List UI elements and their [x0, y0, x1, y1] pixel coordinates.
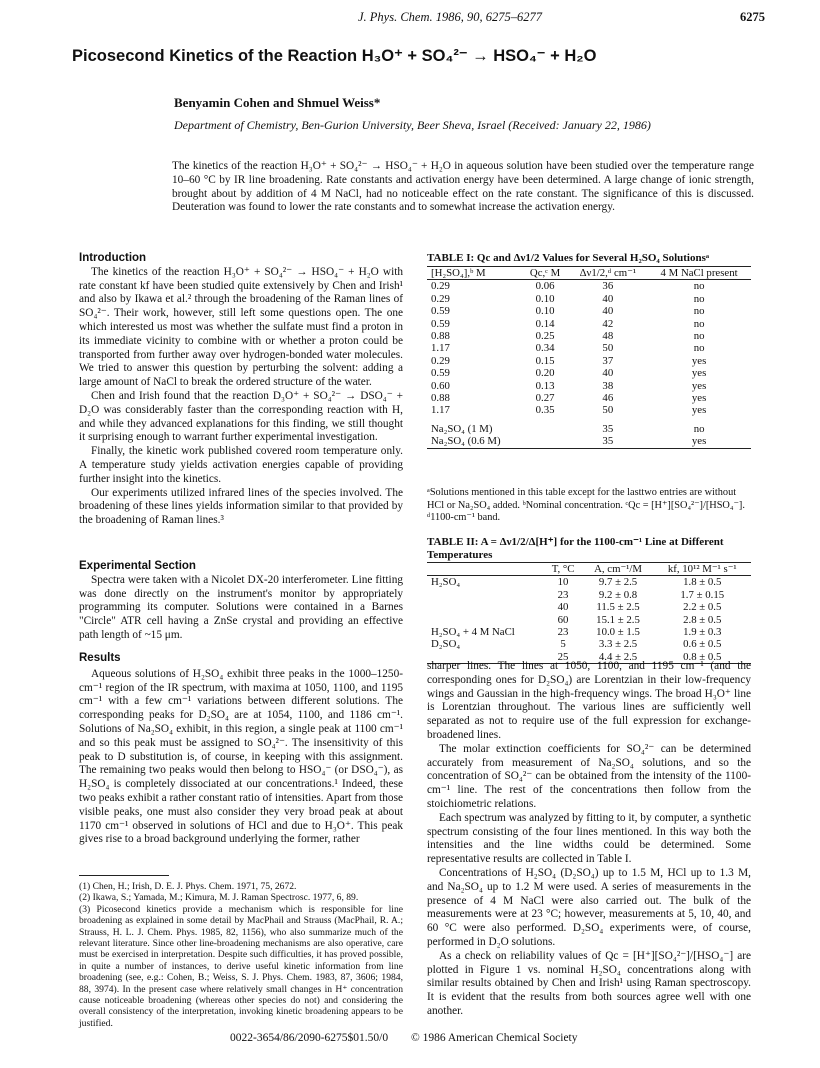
table-cell: 11.5 ± 2.5	[596, 601, 640, 614]
table-cell: 0.8 ± 0.5	[683, 650, 722, 663]
table-cell: 0.29	[431, 292, 450, 305]
paper-title: Picosecond Kinetics of the Reaction H₃O⁺ + SO₄²⁻ → HSO₄⁻ + H₂O	[72, 47, 597, 65]
table-cell	[522, 423, 569, 435]
table-row	[427, 355, 751, 367]
table-cell: 2.8 ± 0.5	[683, 613, 722, 626]
table-row	[427, 293, 751, 305]
table-header: T, °C	[551, 563, 575, 575]
table-cell: no	[693, 305, 705, 318]
section-heading: Experimental Section	[79, 560, 196, 572]
table-row	[427, 626, 751, 638]
table-cell: 1.9 ± 0.3	[683, 626, 722, 639]
table-row	[427, 330, 751, 342]
table-cell: 0.29	[431, 354, 450, 367]
table-header	[427, 563, 544, 576]
table-cell: 0.88	[431, 392, 450, 405]
introduction-section	[79, 252, 403, 528]
table-row	[427, 392, 751, 404]
table-cell	[427, 589, 544, 601]
table-cell	[427, 601, 544, 613]
table-row	[427, 280, 751, 293]
table-cell: 0.29	[431, 280, 450, 293]
table-row	[427, 589, 751, 601]
table2-caption: TABLE II: A = Δν1/2/Δ[H⁺] for the 1100-cm⁻¹ Line at Different Temperatures	[427, 536, 724, 561]
table-cell: 9.7 ± 2.5	[598, 576, 638, 589]
table-row	[427, 404, 751, 416]
table-cell: 0.60	[431, 379, 450, 392]
reference-item: (2) Ikawa, S.; Yamada, M.; Kimura, M. J. Raman Spectrosc. 1977, 6, 89.	[79, 892, 359, 904]
table-cell: 5	[560, 638, 566, 651]
table1-caption: TABLE I: Qc and Δν1/2 Values for Several H₂SO₄ Solutionsᵃ	[427, 252, 710, 264]
table-cell: 46	[602, 392, 614, 405]
table-header: 4 M NaCl present	[660, 267, 738, 279]
table-cell: 4.4 ± 2.5	[598, 650, 638, 663]
table-cell: 1.17	[431, 342, 450, 355]
paragraph: Finally, the kinetic work published covered room temperature only. A temperature study yields activation energies capable of providing further insight into the kinetics.	[79, 445, 403, 485]
table-cell: 0.88	[431, 330, 450, 343]
table-cell: 35	[602, 435, 614, 448]
paragraph: sharper lines. The lines at 1050, 1100, and 1195 cm⁻¹ (and the corresponding ones for D₂SO₄) are Lorentzian in their low-frequency wings and Gaussian in the high-frequency wings. The broad H₃O⁺ line is Lorentzian throughout. The various lines are sufficiently well separated as not to require use of the full expression for exchange-broadened lines.	[427, 660, 751, 741]
table-cell: 2.2 ± 0.5	[683, 601, 722, 614]
table1-footnote: ᵃSolutions mentioned in this table except for the lasttwo entries are without HCl or Na₂SO₄ added. ᵇNominal concentration. ᶜQc = [H⁺][SO₄²⁻]/[HSO₄⁻]. ᵈ1100-cm⁻¹ band.	[427, 487, 745, 523]
reference-item: (3) Picosecond kinetics provide a mechanism which is responsible for line broadening as explained in some detail by MacPhail and Strauss (MacPhail, R. A.; Strauss, H. L. J. Chem. Phys. 1985, 82, 1156), who also summarize much of the relevant literature. Since other line-broadening mechanisms are also operative, care must be exercised in interpretation. Despite such difficulties, it has proved possible, in quite a number of instances, to derive useful kinetic information from line broadening (see, e.g.: Cohen, B.; Weiss, S. J. Phys. Chem. 1983, 87, 3606; 1984, 88, 3974). In the present case where relatively small changes in H⁺ concentration cause noticeable broadening (whereas other species do not) and considering the overall consistency of the interpretation, invoking kinetic broadening appears to be justified.	[79, 903, 403, 1029]
table-cell: Na₂SO₄ (0.6 M)	[431, 435, 501, 448]
table2	[427, 562, 751, 664]
table-cell: 3.3 ± 2.5	[598, 638, 638, 651]
table-cell: H₂SO₄	[431, 576, 461, 589]
table-row	[427, 342, 751, 354]
paragraph: Spectra were taken with a Nicolet DX-20 interferometer. Line fitting was done directly on the instrument's monitor by appropriately programming its computer. Solutions were contained in a Barnes "Circle" ATR cell having a ZnSe crystal and providing an effective path length of ~15 μm.	[79, 573, 403, 641]
table-cell: yes	[691, 354, 707, 367]
table-cell: 38	[602, 379, 614, 392]
table-cell: 40	[557, 601, 569, 614]
abstract: The kinetics of the reaction H₃O⁺ + SO₄²⁻ → HSO₄⁻ + H₂O in aqueous solution have been studied over the temperature range 10–60 °C by IR line broadening. Rate constants and activation energy have been determined. A large change of ionic strength, brought about by addition of 4 M NaCl, had no noticeable effect on the rate constant. The significance of this is discussed. Deuteration was found to lower the rate constants and to somewhat increase the activation energy.	[172, 160, 754, 214]
table-header: Δν1/2,ᵈ cm⁻¹	[579, 267, 637, 279]
table-cell: 36	[602, 280, 614, 293]
table-cell: yes	[691, 367, 707, 380]
table-cell: 1.17	[431, 404, 450, 417]
table-row	[427, 435, 751, 448]
table-cell: 0.34	[535, 342, 555, 355]
table-cell: no	[693, 342, 705, 355]
table-cell: 23	[557, 588, 569, 601]
table-header: A, cm⁻¹/M	[594, 563, 642, 575]
table-cell: no	[693, 292, 705, 305]
authors: Benyamin Cohen and Shmuel Weiss*	[174, 95, 381, 110]
footnote-divider	[79, 875, 169, 876]
paragraph: The kinetics of the reaction H₃O⁺ + SO₄²⁻ → HSO₄⁻ + H₂O with rate constant kf have been studied quite extensively by Chen and Irish¹ and also by Ikawa et al.² through the broadening of the Raman lines of SO₄²⁻. Their work, however, still left some questions open. The one which interested us most was whether the sulfate must find a proton in its immediate vicinity to combine with or whether a proton could be transported from further away over hydrogen-bonded water molecules. We tried to answer this question by perturbing the solvent: adding a large amount of NaCl to break the ordered structure of the water.	[79, 265, 403, 389]
table-row	[427, 601, 751, 613]
footer-copyright: © 1986 American Chemical Society	[411, 1032, 578, 1044]
table-cell: 0.15	[535, 354, 555, 367]
table-header: kf, 10¹² M⁻¹ s⁻¹	[667, 563, 737, 575]
table-cell	[522, 435, 569, 448]
table-row	[427, 305, 751, 317]
table-header: Qc,ᶜ M	[529, 267, 561, 279]
table-cell: 50	[602, 404, 614, 417]
table-cell: no	[693, 330, 705, 343]
right-column-text	[427, 660, 751, 1019]
section-heading: Introduction	[79, 252, 147, 264]
table-cell: 0.59	[431, 305, 450, 318]
table-row	[427, 576, 751, 589]
affiliation: Department of Chemistry, Ben-Gurion University, Beer Sheva, Israel (Received: January 22, 1986)	[174, 118, 651, 132]
table-cell: 0.06	[535, 280, 555, 293]
page-number: 6275	[740, 10, 765, 24]
table-cell: 0.14	[535, 317, 555, 330]
section-heading: Results	[79, 652, 121, 664]
table-cell: Na₂SO₄ (1 M)	[431, 422, 493, 435]
table-cell: 0.6 ± 0.5	[683, 638, 722, 651]
table-cell: 23	[557, 626, 569, 639]
table-cell	[427, 614, 544, 626]
table-cell: 0.10	[535, 292, 555, 305]
references	[79, 881, 403, 1029]
results-section	[79, 652, 403, 847]
table-cell: 25	[557, 650, 569, 663]
table-cell: yes	[691, 379, 707, 392]
table-header: [H₂SO₄],ᵇ M	[431, 267, 486, 279]
table-cell: 60	[557, 613, 569, 626]
table-cell: yes	[691, 435, 707, 448]
table-row	[427, 638, 751, 650]
table-cell: 0.59	[431, 367, 450, 380]
table-cell: no	[693, 422, 705, 435]
table-cell: 40	[602, 367, 614, 380]
table-cell: 10.0 ± 1.5	[596, 626, 640, 639]
table-row	[427, 380, 751, 392]
table-cell: 9.2 ± 0.8	[598, 588, 638, 601]
table-cell: yes	[691, 404, 707, 417]
paragraph: Chen and Irish found that the reaction D₃O⁺ + SO₄²⁻ → DSO₄⁻ + D₂O was considerably faster than the corresponding reaction with H, and while they advanced explanations for this finding, we still thought it surprising enough to warrant further experimental investigation.	[79, 389, 403, 444]
table-cell: 35	[602, 422, 614, 435]
table-cell: 0.59	[431, 317, 450, 330]
table-cell: no	[693, 317, 705, 330]
table-cell: no	[693, 280, 705, 293]
table-cell: D₂SO₄	[431, 638, 461, 651]
table-cell: 0.20	[535, 367, 555, 380]
table1	[427, 266, 751, 449]
table-cell: 10	[557, 576, 569, 589]
paragraph: Each spectrum was analyzed by fitting to it, by computer, a synthetic spectrum consisting of the four lines mentioned. In this way both the intensities and the line widths could be determined. Some representative results are collected in Table I.	[427, 811, 751, 866]
paragraph: As a check on reliability values of Qc = [H⁺][SO₄²⁻]/[HSO₄⁻] are plotted in Figure 1 vs. nominal H₂SO₄ concentrations along with similar results obtained by Chen and Irish¹ using Raman spectroscopy. It is evident that the results from both sources agree well with one another.	[427, 949, 751, 1017]
table-cell: 37	[602, 354, 614, 367]
table-cell: 0.35	[535, 404, 555, 417]
table-cell: 42	[602, 317, 614, 330]
paragraph: Our experiments utilized infrared lines of the species involved. The broadening of these lines yields information similar to that provided by the broadening of Raman lines.³	[79, 486, 403, 527]
experimental-section	[79, 560, 403, 643]
footer-code: 0022-3654/86/2090-6275$01.50/0	[230, 1032, 389, 1044]
reference-item: (1) Chen, H.; Irish, D. E. J. Phys. Chem. 1971, 75, 2672.	[79, 881, 297, 892]
paragraph: Aqueous solutions of H₂SO₄ exhibit three peaks in the 1000–1250-cm⁻¹ region of the IR spectrum, with maxima at 1050, 1100, and 1195 cm⁻¹ with a few cm⁻¹ variations between different solutions. The corresponding peaks for D₂SO₄ are at 1054, 1100, and 1186 cm⁻¹. Solutions of Na₂SO₄ exhibit, in this region, a single peak at 1100 cm⁻¹ and so this peak must be assigned to SO₄²⁻. The insensitivity of this peak to D substitution is, of course, in keeping with this assignment. The remaining two peaks would then belong to HSO₄⁻ (or DSO₄⁻), as H₂SO₄ is completely dissociated at our concentrations.¹ Indeed, these two peaks exhibit a rather constant ratio of intensities. Apart from those visible peaks, one must also consider they very broad peak at about 1170 cm⁻¹ observed in solutions of HCl and due to H₃O⁺. This peak gives rise to a broad background underlying the former, rather	[79, 667, 403, 846]
table-cell: 0.25	[535, 330, 555, 343]
table-cell: 1.8 ± 0.5	[683, 576, 722, 589]
table-cell: 0.13	[535, 379, 555, 392]
table-cell: H₂SO₄ + 4 M NaCl	[431, 626, 515, 639]
paragraph: Concentrations of H₂SO₄ (D₂SO₄) up to 1.5 M, HCl up to 1.3 M, and Na₂SO₄ up to 1.2 M were used. A series of measurements in the presence of 4 M NaCl were also carried out. The bulk of the measurements were at 23 °C; however, measurements at 5, 10, 40, and 60 °C were also performed. D₂SO₄ experiments were, of course, performed in D₂O solutions.	[427, 866, 751, 948]
journal-header: J. Phys. Chem. 1986, 90, 6275–6277	[357, 10, 542, 24]
table-cell: yes	[691, 392, 707, 405]
table-row	[427, 367, 751, 379]
paragraph: The molar extinction coefficients for SO₄²⁻ can be determined accurately from measurement of Na₂SO₄ solutions, and so the concentration of SO₄²⁻ can be obtained from the intensity of the 1100-cm⁻¹ line. The rest of the concentrations then follow from the stoichiometric relations.	[427, 742, 751, 810]
table-cell: 40	[602, 305, 614, 318]
table-cell: 15.1 ± 2.5	[596, 613, 640, 626]
table-row	[427, 318, 751, 330]
table-cell: 50	[602, 342, 614, 355]
table-cell: 0.27	[535, 392, 555, 405]
table-row	[427, 614, 751, 626]
table-row	[427, 423, 751, 435]
table-cell: 1.7 ± 0.15	[680, 588, 725, 601]
table-cell: 40	[602, 292, 614, 305]
table-cell: 0.10	[535, 305, 555, 318]
table-cell: 48	[602, 330, 614, 343]
